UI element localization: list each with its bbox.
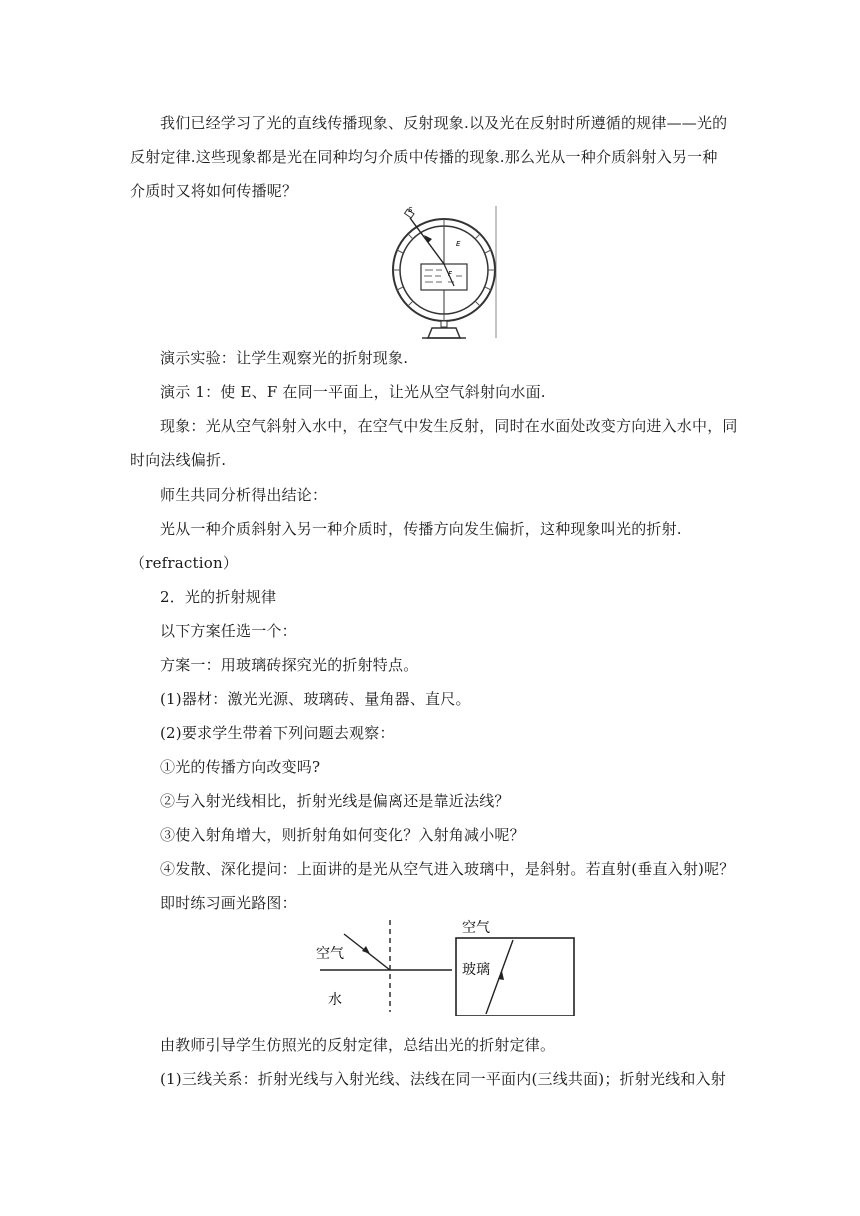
disc-label-f: F <box>448 270 453 278</box>
question-4: ④发散、深化提问：上面讲的是光从空气进入玻璃中，是斜射。若直射(垂直入射)呢？ <box>160 860 735 878</box>
analysis-line: 师生共同分析得出结论： <box>160 486 328 504</box>
section-heading: 2．光的折射规律 <box>160 588 277 606</box>
plan-1-line: 方案一：用玻璃砖探究光的折射特点。 <box>160 656 419 674</box>
demo-1: 演示 1：使 E、F 在同一平面上，让光从空气斜射向水面. <box>160 383 546 401</box>
summary-line: 由教师引导学生仿照光的反射定律，总结出光的折射定律。 <box>160 1036 556 1054</box>
definition-line-2: （refraction） <box>130 554 239 572</box>
equipment-line: (1)器材：激光光源、玻璃砖、量角器、直尺。 <box>160 690 471 708</box>
demo-title: 演示实验：让学生观察光的折射现象. <box>160 349 409 367</box>
left-water-label: 水 <box>328 992 342 1008</box>
paragraph-intro-line-1: 我们已经学习了光的直线传播现象、反射现象.以及光在反射时所遵循的规律——光的 <box>160 114 728 132</box>
ray-arrow <box>362 946 370 954</box>
practice-line: 即时练习画光路图： <box>160 894 297 912</box>
requirement-line: (2)要求学生带着下列问题去观察： <box>160 724 395 742</box>
right-air-label: 空气 <box>462 920 490 936</box>
disc-label-s: S <box>408 206 413 214</box>
phenomenon-line-2: 时向法线偏折. <box>130 451 227 469</box>
left-air-label: 空气 <box>316 946 344 962</box>
refraction-disc-figure <box>388 204 500 340</box>
paragraph-intro-line-2: 反射定律.这些现象都是光在同种均匀介质中传播的现象.那么光从一种介质斜射入另一种 <box>130 148 718 166</box>
question-1: ①光的传播方向改变吗? <box>160 758 321 776</box>
definition-line-1: 光从一种介质斜射入另一种介质时，传播方向发生偏折，这种现象叫光的折射. <box>160 520 682 538</box>
law-1-line: (1)三线关系：折射光线与入射光线、法线在同一平面内(三线共面)；折射光线和入射 <box>160 1070 726 1088</box>
question-3: ③使入射角增大，则折射角如何变化？入射角减小呢？ <box>160 826 525 844</box>
light-path-figure <box>308 916 580 1016</box>
choose-line: 以下方案任选一个： <box>160 622 297 640</box>
paragraph-intro-line-3: 介质时又将如何传播呢？ <box>130 182 298 200</box>
question-2: ②与入射光线相比，折射光线是偏离还是靠近法线？ <box>160 792 510 810</box>
disc-label-e: E <box>456 240 461 248</box>
right-glass-label: 玻璃 <box>462 962 490 978</box>
phenomenon-line-1: 现象：光从空气斜射入水中，在空气中发生反射，同时在水面处改变方向进入水中，同 <box>160 417 738 435</box>
